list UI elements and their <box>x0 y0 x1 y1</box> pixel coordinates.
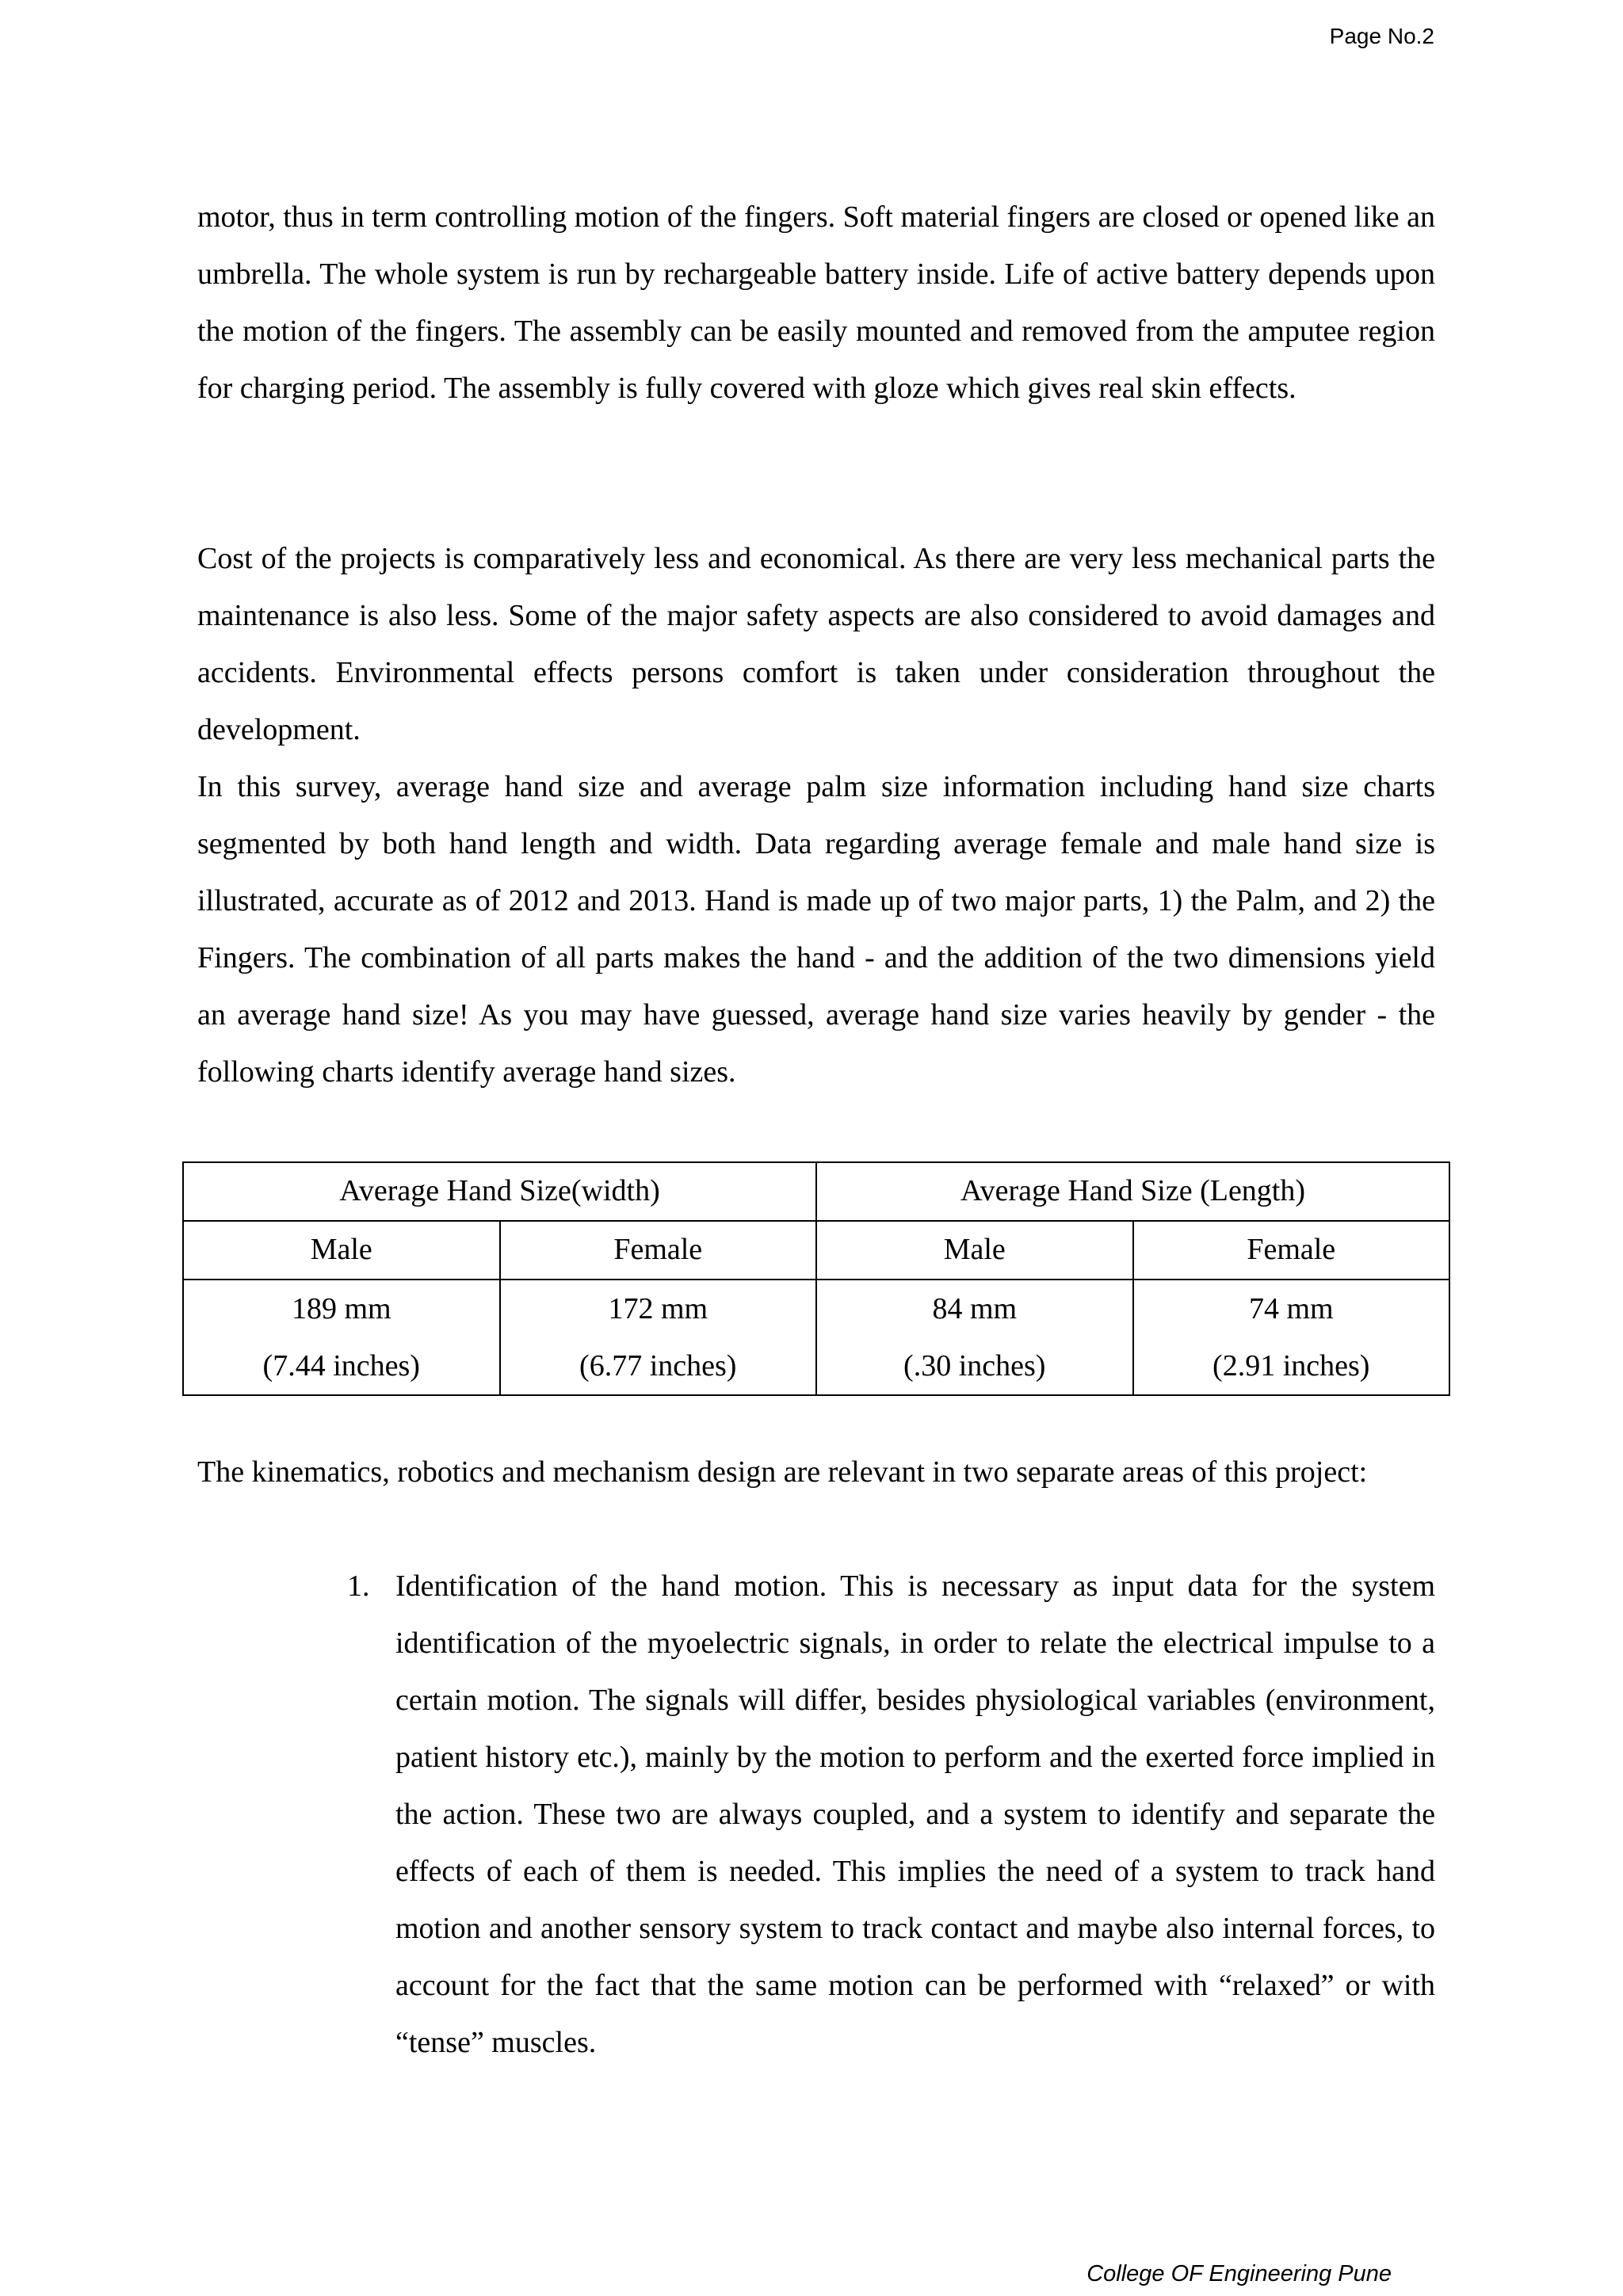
table-header-row <box>183 1162 1449 1221</box>
table-subheader-cell: Female <box>1133 1221 1450 1280</box>
value-inches: (2.91 inches) <box>1212 1349 1370 1383</box>
numbered-list <box>341 1558 1435 2071</box>
value-mm: 172 mm <box>608 1292 708 1325</box>
table-cell <box>1133 1280 1450 1395</box>
value-inches: (7.44 inches) <box>262 1349 420 1383</box>
table-cell <box>183 1280 500 1395</box>
paragraph-motor-description: motor, thus in term controlling motion of the fingers. Soft material fingers are closed or opened like an umbrella. The whole system is run by rechargeable battery inside. Life of active battery depends upon the motion of the fingers. The assembly can be easily mounted and removed from the amputee region for charging period. The assembly is fully covered with gloze which gives real skin effects. <box>197 200 1435 405</box>
value-inches: (6.77 inches) <box>579 1349 737 1383</box>
table-cell <box>816 1280 1133 1395</box>
table-group-header-width: Average Hand Size(width) <box>183 1162 816 1221</box>
hand-size-table <box>182 1161 1450 1396</box>
table-row <box>183 1280 1449 1395</box>
page-number: Page No.2 <box>1329 24 1434 48</box>
table-subheader-cell: Male <box>816 1221 1133 1280</box>
footer-institution: College OF Engineering Pune <box>1086 2261 1392 2286</box>
table-cell <box>500 1280 817 1395</box>
table-subheader-cell: Female <box>500 1221 817 1280</box>
list-marker: 1. <box>347 1569 370 1603</box>
paragraph-hand-survey: In this survey, average hand size and average palm size information including hand size charts segmented by both hand length and width. Data regarding average female and male hand size is illustrated, accurate as of 2012 and 2013. Hand is made up of two major parts, 1) the Palm, and 2) the Fingers. The combination of all parts makes the hand - and the addition of the two dimensions yield an average hand size! As you may have guessed, average hand size varies heavily by gender - the following charts identify average hand sizes. <box>197 770 1435 1089</box>
value-mm: 189 mm <box>291 1292 391 1325</box>
value-mm: 84 mm <box>932 1292 1018 1325</box>
paragraph-kinematics: The kinematics, robotics and mechanism design are relevant in two separate areas of this project: <box>197 1455 1368 1489</box>
paragraph-cost: Cost of the projects is comparatively less and economical. As there are very less mechanical parts the maintenance is also less. Some of the major safety aspects are also considered to avoid damages and accidents. Environmental effects persons comfort is taken under consideration throughout the development. <box>197 542 1435 746</box>
table-subheader-cell: Male <box>183 1221 500 1280</box>
table-subheader-row <box>183 1221 1449 1280</box>
list-item <box>341 1558 1435 2071</box>
value-mm: 74 mm <box>1248 1292 1334 1325</box>
table-group-header-length: Average Hand Size (Length) <box>816 1162 1449 1221</box>
value-inches: (.30 inches) <box>903 1349 1046 1383</box>
list-item-text: Identification of the hand motion. This is necessary as input data for the system identification of the myoelectric signals, in order to relate the electrical impulse to a certain motion. The signals will differ, besides physiological variables (environment, patient history etc.), mainly by the motion to perform and the exerted force implied in the action. These two are always coupled, and a system to identify and separate the effects of each of them is needed. This implies the need of a system to track hand motion and another sensory system to track contact and maybe also internal forces, to account for the fact that the same motion can be performed with “relaxed” or with “tense” muscles. <box>395 1569 1435 2059</box>
